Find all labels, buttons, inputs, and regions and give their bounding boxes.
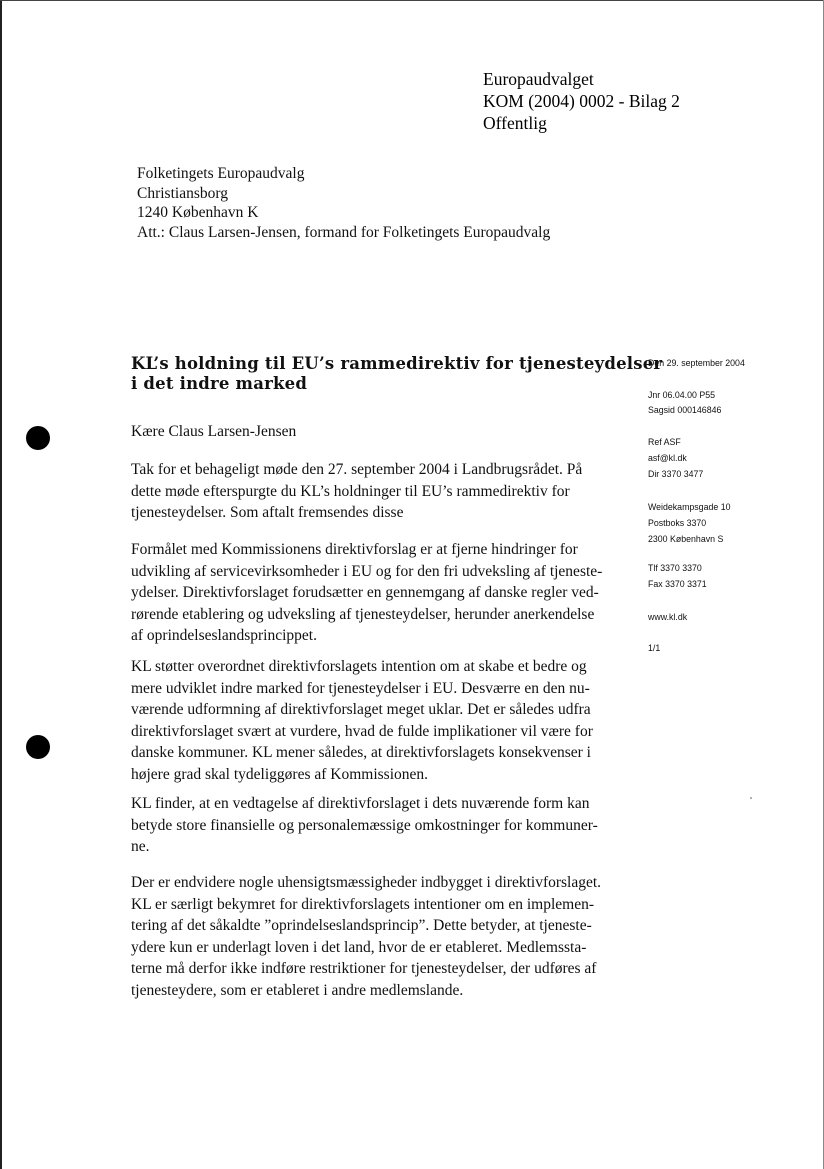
telephone: Tlf 3370 3370 (648, 563, 702, 573)
paragraph-line: ne. (131, 838, 150, 855)
paragraph-line: KL finder, at en vedtagelse af direktivforslaget i dets nuværende form kan (131, 795, 590, 812)
letter-date: Den 29. september 2004 (648, 358, 745, 368)
paragraph-line: betyde store finansielle og personalemæssige omkostninger for kommuner- (131, 816, 598, 834)
subject-line: KL’s holdning til EU’s rammedirektiv for tjenesteydelser (131, 354, 663, 373)
paragraph-line: af oprindelseslandsprincippet. (131, 627, 317, 644)
punch-hole-upper (26, 426, 50, 450)
stamp-reference: KOM (2004) 0002 - Bilag 2 (483, 91, 680, 111)
paragraph-line: dette møde efterspurgte du KL’s holdninger til EU’s rammedirektiv for (131, 482, 570, 500)
paragraph-line: direktivforslaget svært at vurdere, hvad de fulde implikationer vil være for (131, 722, 593, 740)
subject-line: i det indre marked (131, 374, 308, 393)
recipient-address (137, 164, 550, 242)
paragraph-4 (131, 793, 611, 858)
stamp-committee: Europaudvalget (483, 69, 594, 89)
scan-edge-top (0, 0, 824, 1)
address-line: Christiansborg (137, 184, 228, 202)
scan-edge-left (0, 0, 2, 1169)
paragraph-line: danske kommuner. KL mener således, at direktivforslagets konsekvenser i (131, 744, 591, 761)
paragraph-line: Tak for et behageligt møde den 27. september 2004 i Landbrugsrådet. På (131, 461, 583, 478)
paragraph-line: ydere kun er underlagt loven i det land, hvor de er etableret. Medlemssta- (131, 938, 587, 956)
paragraph-3 (131, 656, 611, 785)
email-address: asf@kl.dk (648, 453, 687, 463)
paragraph-line: KL støtter overordnet direktivforslagets intention om at skabe et bedre og (131, 658, 587, 675)
page-number: 1/1 (648, 643, 661, 653)
scan-speck (750, 797, 752, 799)
paragraph-5 (131, 872, 611, 1001)
street-address: Weidekampsgade 10 (648, 502, 731, 512)
journal-number: Jnr 06.04.00 P55 (648, 390, 716, 400)
fax: Fax 3370 3371 (648, 579, 707, 589)
stamp-status: Offentlig (483, 113, 547, 133)
paragraph-line: udvikling af servicevirksomheder i EU og for den fri udveksling af tjeneste- (131, 562, 603, 580)
paragraph-line: rørende etablering og udveksling af tjenesteydelser, herunder anerkendelse (131, 605, 595, 623)
paragraph-line: Formålet med Kommissionens direktivforslag er at fjerne hindringer for (131, 541, 578, 558)
paragraph-line: ydelser. Direktivforslaget forudsætter en gennemgang af danske regler ved- (131, 584, 599, 601)
paragraph-line: højere grad skal tydeliggøres af Kommissionen. (131, 765, 429, 783)
paragraph-line: værende udformning af direktivforslaget meget uklar. Det er således udfra (131, 701, 591, 718)
paragraph-line: tjenesteydelser. Som aftalt fremsendes disse (131, 504, 404, 521)
paragraph-1 (131, 459, 611, 524)
website: www.kl.dk (648, 612, 688, 622)
paragraph-line: mere udviklet indre marked for tjenesteydelser i EU. Desværre en den nu- (131, 679, 590, 697)
postbox: Postboks 3370 (648, 518, 707, 528)
address-line: Att.: Claus Larsen-Jensen, formand for Folketingets Europaudvalg (137, 223, 551, 241)
punch-hole-lower (26, 735, 50, 759)
document-stamp (483, 68, 680, 134)
direct-phone: Dir 3370 3477 (648, 469, 704, 479)
address-line: Folketingets Europaudvalg (137, 165, 305, 182)
paragraph-2 (131, 539, 611, 647)
letter-subject (131, 354, 663, 394)
paragraph-line: KL er særligt bekymret for direktivforslagets intentioner om en implemen- (131, 895, 595, 913)
paragraph-line: Der er endvidere nogle uhensigtsmæssigheder indbygget i direktivforslaget. (131, 874, 602, 891)
salutation: Kære Claus Larsen-Jensen (131, 423, 297, 440)
case-id: Sagsid 000146846 (648, 405, 722, 415)
paragraph-line: terne må derfor ikke indføre restriktioner for tjenesteydelser, der udføres af (131, 960, 597, 977)
paragraph-line: tjenesteydere, som er etableret i andre medlemslande. (131, 981, 464, 999)
paragraph-line: tering af det såkaldte ”oprindelseslandsprincip”. Dette betyder, at tjeneste- (131, 917, 592, 934)
reference: Ref ASF (648, 437, 681, 447)
postal-city: 2300 København S (648, 534, 724, 544)
address-line: 1240 København K (137, 204, 259, 221)
